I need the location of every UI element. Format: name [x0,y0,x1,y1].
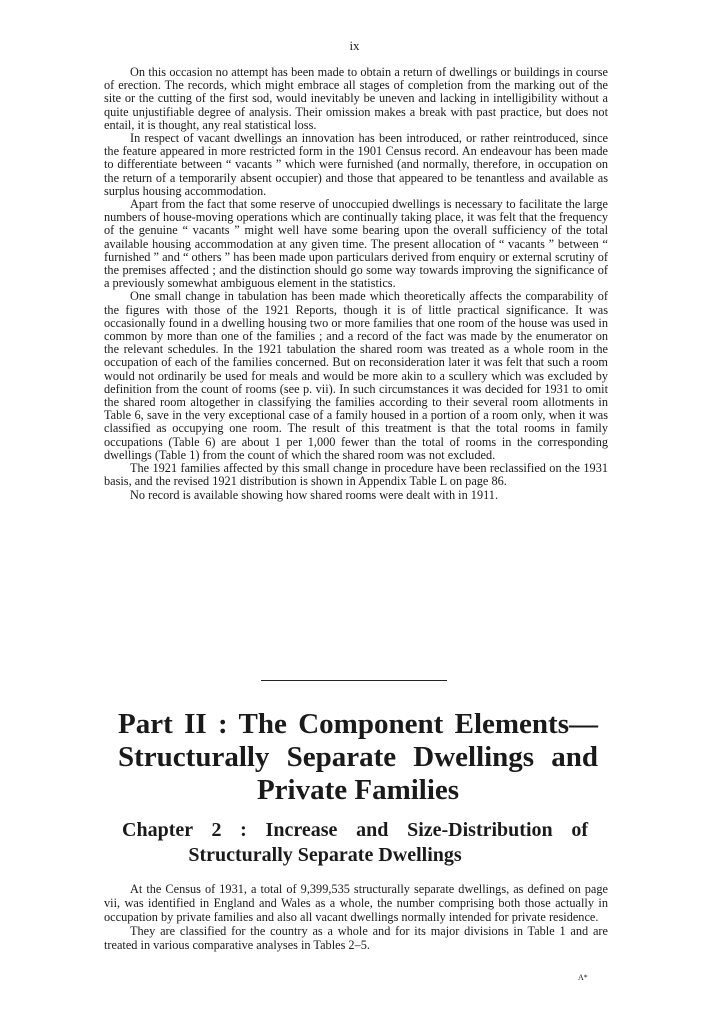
paragraph-census-total: At the Census of 1931, a total of 9,399,535 structurally separate dwellings, as defined on page vii, was identified in England and Wales as a whole, the number comprising both those actually in occupation by private families and also all vacant dwellings normally intended for private residence. [104,882,608,924]
signature-mark: A* [578,973,588,982]
page-number: ix [349,38,360,53]
part-heading-line-2: Structurally Separate Dwellings and [118,741,598,773]
paragraph-tabulation-change: One small change in tabulation has been made which theoretically affects the comparability of the figures with those of the 1921 Reports, though it is of little practical significance. It was occasionally found in a dwelling housing two or more families that one room of the house was used in common by more than one of the families ; and a record of the fact was made by the enumerator on the relevant schedules. In the 1921 tabulation the shared room was treated as a whole room in the occupation of each of the families concerned. But on reconsideration later it was felt that such a room would not ordinarily be used for meals and would be more akin to a scullery which was excluded by definition from the count of rooms (see p. vii). In such circumstances it was decided for 1931 to omit the shared room altogether in classifying the families according to their several room allotments in Table 6, save in the very exceptional case of a family housed in a portion of a room only, when it was classified as occupying one room. The result of this treatment is that the total rooms in family occupations (Table 6) are about 1 per 1,000 fewer than the total of rooms in the corresponding dwellings (Table 1) from the count of which the shared room was not excluded. [104,289,608,462]
paragraph-unoccupied-reserve: Apart from the fact that some reserve of unoccupied dwellings is necessary to facilitate the large numbers of house-moving operations which are continually taking place, it was felt that the frequency of the genuine “ vacants ” might well have some bearing upon the overall sufficiency of the total available housing accommodation at any given time. The present allocation of “ vacants ” between “ furnished ” and “ others ” has been made upon particulars derived from enquiry or external scrutiny of the premises affected ; and the distinction should go some way towards improving the significance of a previously somewhat ambiguous element in the statistics. [104,197,608,291]
body-text [104,66,608,502]
paragraph-classification: They are classified for the country as a whole and for its major divisions in Table 1 and are treated in various comparative analyses in Tables 2–5. [104,924,608,952]
chapter-heading-line-1: Chapter 2 : Increase and Size-Distribution of [122,819,588,841]
chapter-text [104,882,608,952]
section-divider [261,680,447,681]
paragraph-reclassified: The 1921 families affected by this small change in procedure have been reclassified on the 1931 basis, and the revised 1921 distribution is shown in Appendix Table L on page 86. [104,461,608,489]
chapter-heading-line-2: Structurally Separate Dwellings [188,844,462,866]
paragraph-erection: On this occasion no attempt has been made to obtain a return of dwellings or buildings in course of erection. The records, which might embrace all stages of completion from the marking out of the site or the cutting of the first sod, would inevitably be uneven and lacking in intelligibility without a quite unjustifiable degree of analysis. Their omission makes a break with past practice, but does not entail, it is thought, any real statistical loss. [104,65,608,132]
paragraph-1911-record: No record is available showing how shared rooms were dealt with in 1911. [130,487,499,502]
paragraph-vacant-dwellings: In respect of vacant dwellings an innovation has been introduced, or rather reintroduced, since the feature appeared in more restricted form in the 1901 Census record. An endeavour has been made to differentiate between “ vacants ” which were furnished (and normally, therefore, in occupation on the return of a temporarily absent occupier) and those that appeared to be tenantless and available as surplus housing accommodation. [104,131,608,198]
part-heading-line-1: Part II : The Component Elements— [118,708,598,740]
part-heading [118,708,598,807]
chapter-heading [122,818,588,868]
part-heading-line-3: Private Families [256,774,460,806]
